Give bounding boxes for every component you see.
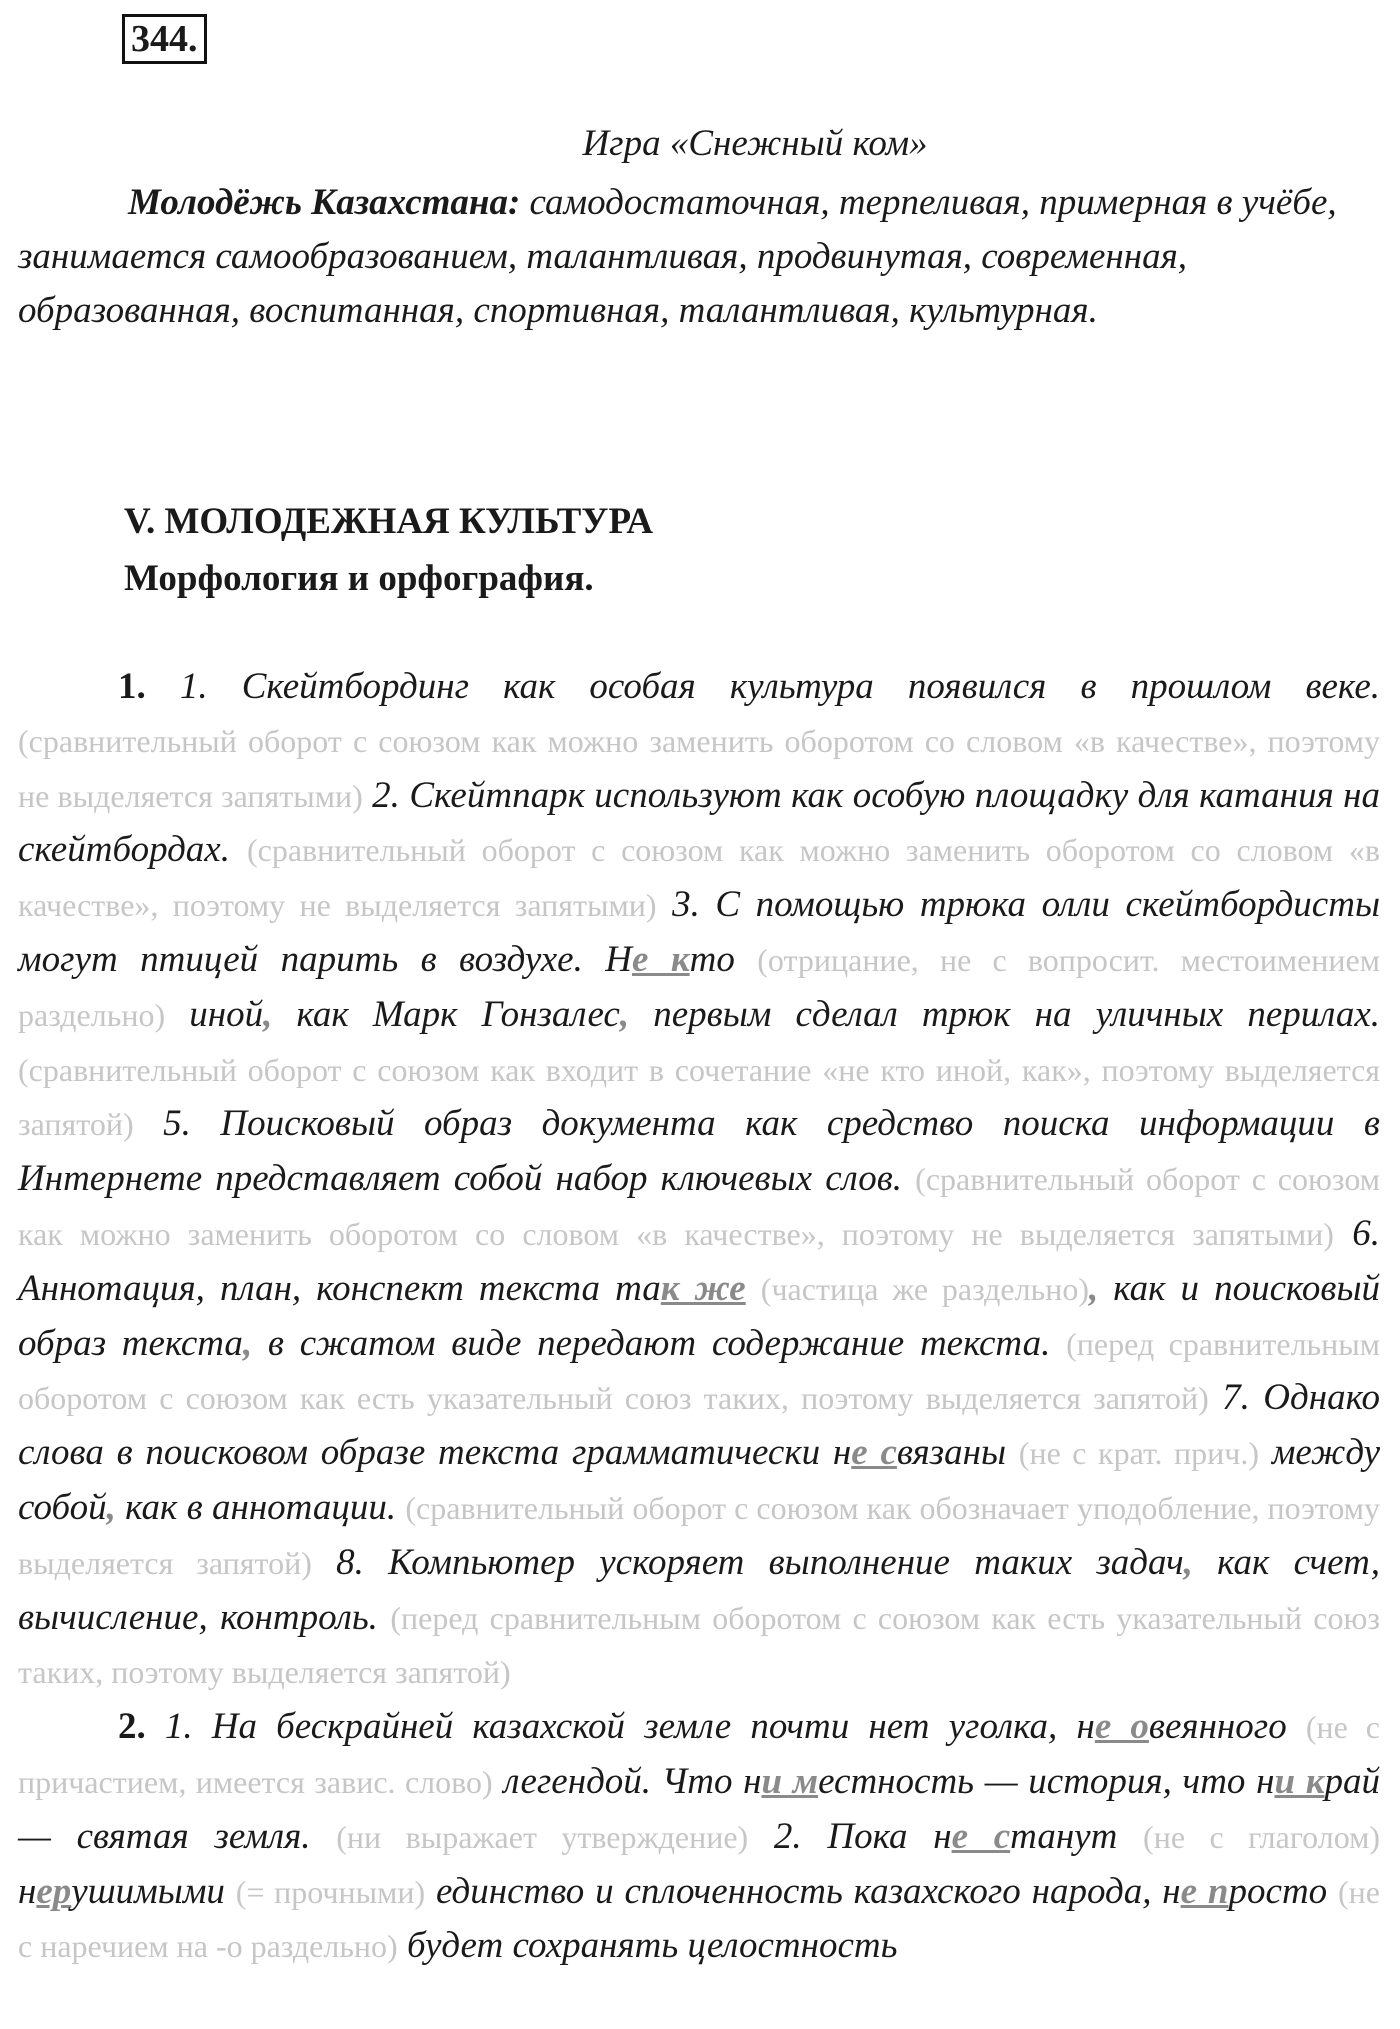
note: (сравнительный оборот с союзом как можно заменить оборотом со словом «в качестве», поэтому не выделяется запятыми) (18, 1161, 1381, 1252)
task-1-number: 1. (118, 666, 146, 707)
note: (перед сравнительным оборотом с союзом как есть указательный союз таких, поэтому выделяется запятой) (18, 1599, 1380, 1691)
sentence: как Марк Гонзалес (272, 993, 620, 1035)
sentence: 1. На бескрайней казахской земле почти нет уголка, н (145, 1706, 1095, 1748)
sentence: как и поисковый образ текста (18, 1267, 1381, 1364)
spelling-mark: и м (761, 1760, 819, 1802)
game-title: Игра «Снежный ком» (582, 123, 928, 164)
sentence: ушимыми (71, 1870, 236, 1912)
sentence: росто (1228, 1870, 1339, 1912)
sentence: н (18, 1870, 37, 1912)
sentence: первым сделал трюк на уличных перилах. (629, 993, 1380, 1035)
spelling-mark: е о (1094, 1706, 1149, 1748)
note: (не с причастием, имеется завис. слово) (18, 1709, 1380, 1800)
sentence: 1. Скейтбординг как особая культура появился в прошлом веке. (145, 666, 1380, 707)
sentence: 8. Компьютер ускоряет выполнение таких задач (311, 1541, 1184, 1583)
note: (сравнительный оборот с союзом как можно заменить оборотом со словом «в качестве», поэтому не выделяется запятыми) (18, 722, 1380, 814)
exercise-body (18, 660, 1380, 1974)
spelling-mark: е с (951, 1815, 1011, 1857)
note: (сравнительный оборот с союзом как можно заменить оборотом со словом «в качестве», поэтому не выделяется запятыми) (18, 832, 1381, 924)
comma-mark: , (619, 993, 630, 1035)
sentence: единство и сплоченность казахского народа, н (425, 1870, 1181, 1912)
note: (= прочными) (235, 1873, 426, 1910)
note: (перед сравнительным оборотом с союзом как есть указательный союз таких, поэтому выделяется запятой) (18, 1325, 1381, 1417)
sentence: 2. Пока н (748, 1815, 952, 1857)
spelling-mark: ер (36, 1870, 72, 1912)
spelling-mark: к же (660, 1267, 746, 1309)
note: (частица же раздельно) (760, 1270, 1089, 1307)
intro-paragraph (18, 176, 1370, 338)
note: (не с крат. прич.) (1018, 1435, 1260, 1472)
sentence: будет сохранять целостность (397, 1925, 898, 1967)
sentence: как в аннотации. (115, 1486, 406, 1528)
section-heading: V. МОЛОДЕЖНАЯ КУЛЬТУРА (124, 501, 654, 542)
sentence: естность — история, что н (818, 1760, 1275, 1802)
spelling-mark: е п (1180, 1870, 1229, 1912)
intro-lead: Молодёжь Казахстана: (128, 182, 521, 223)
sentence: 3. С помощью трюка олли скейтбордисты могут птицей парить в воздухе. Н (18, 884, 1381, 980)
sentence (746, 1268, 761, 1309)
spelling-mark: и к (1274, 1760, 1325, 1802)
exercise-number: 344. (122, 14, 207, 64)
sentence: в сжатом виде передают содержание текста. (252, 1322, 1067, 1364)
note: (отрицание, не с вопросит. местоимением раздельно) (18, 941, 1381, 1033)
sentence: вязаны (896, 1432, 1019, 1474)
note: (сравнительный оборот с союзом как обозначает уподобление, поэтому выделяется запятой) (18, 1489, 1381, 1581)
comma-mark: , (242, 1322, 253, 1364)
sentence: между собой (18, 1432, 1380, 1528)
sentence: 2. Скейтпарк используют как особую площадку для катания на скейтбордах. (18, 774, 1380, 871)
note: (не с наречием на -о раздельно) (18, 1873, 1380, 1965)
sentence: как счет, вычисление, контроль. (18, 1541, 1380, 1638)
spelling-mark: е с (851, 1432, 897, 1474)
sentence: 5. Поисковый образ документа как средство поиска информации в Интернете представляет собой набор ключевых слов. (18, 1103, 1380, 1200)
subsection-heading: Морфология и орфография. (124, 558, 594, 599)
sentence: то (689, 938, 758, 980)
task-1 (18, 660, 1380, 1700)
comma-mark: , (263, 993, 273, 1035)
sentence: 7. Однако слова в поисковом образе текста грамматически н (18, 1377, 1381, 1474)
intro-text: самодостаточная, терпеливая, примерная в учёбе, занимается самообразованием, талантливая, продвинутая, современная, образованная, воспитанная, спортивная, талантливая, культурная. (18, 182, 1337, 331)
sentence: иной (165, 993, 264, 1035)
task-2 (18, 1700, 1380, 1974)
sentence: рай — святая земля. (18, 1760, 1380, 1857)
sentence: танут (1010, 1815, 1144, 1857)
sentence: легендой. Что н (492, 1760, 762, 1802)
comma-mark: , (1088, 1267, 1099, 1309)
spelling-mark: е к (632, 938, 690, 980)
sentence: веянного (1148, 1706, 1306, 1748)
note: (ни выражает утверждение) (336, 1818, 749, 1855)
note: (не с глаголом) (1143, 1818, 1380, 1855)
note: (сравнительный оборот с союзом как входит в сочетание «не кто иной, как», поэтому выделяется запятой) (18, 1051, 1380, 1143)
sentence: 6. Аннотация, план, конспект текста та (18, 1212, 1381, 1309)
comma-mark: , (1183, 1541, 1193, 1583)
task-2-number: 2. (118, 1706, 146, 1748)
comma-mark: , (106, 1486, 116, 1528)
